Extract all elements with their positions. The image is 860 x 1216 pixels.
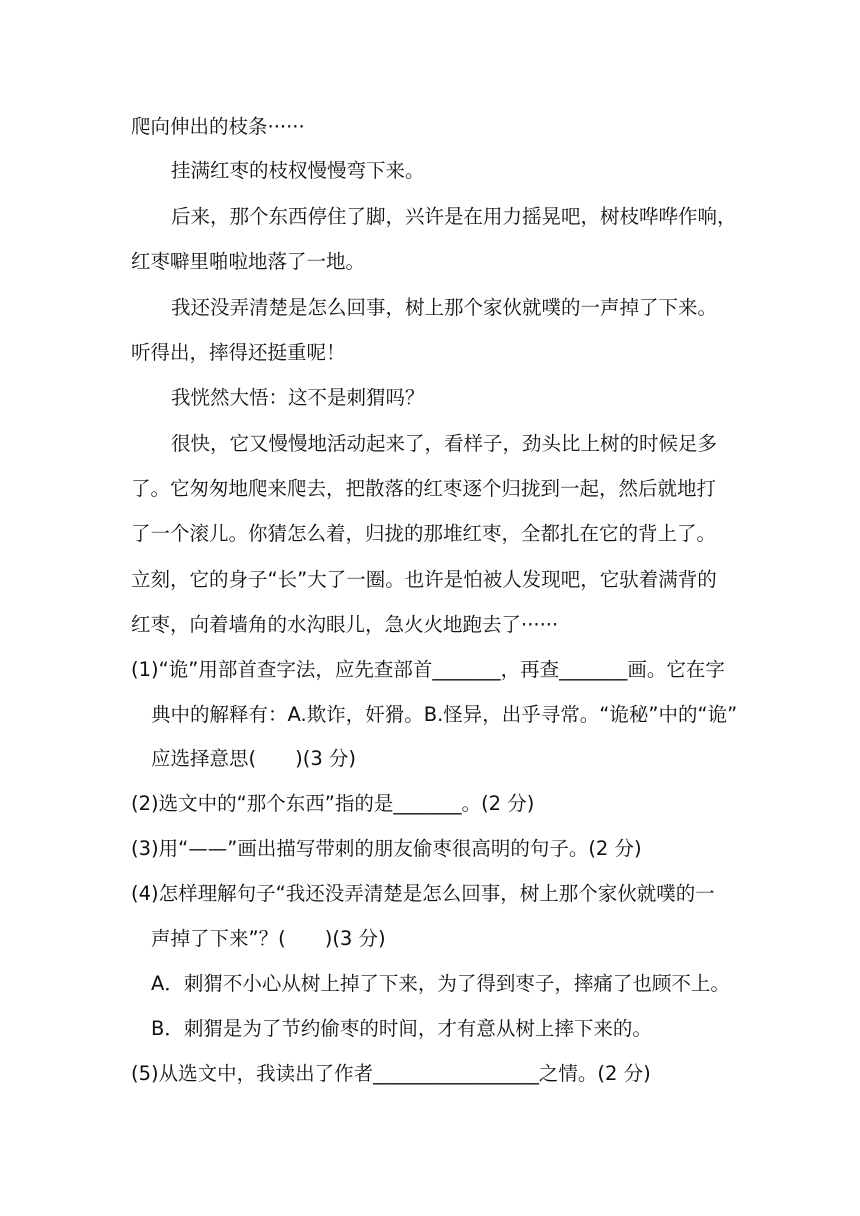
passage-paragraph: 我恍然大悟：这不是刺猬吗？ [171, 386, 425, 409]
passage-line: 听得出，摔得还挺重呢！ [131, 341, 346, 364]
passage-paragraph: 很快，它又慢慢地活动起来了，看样子，劲头比上树的时候足多 [171, 432, 718, 455]
passage-paragraph: 后来，那个东西停住了脚，兴许是在用力摇晃吧，树枝哗哗作响， [171, 205, 737, 228]
question-2: (2)选文中的“那个东西”指的是_______。(2 分) [131, 792, 535, 815]
passage-line: 红枣噼里啪啦地落了一地。 [131, 250, 366, 273]
passage-line: 红枣，向着墙角的水沟眼儿，急火火地跑去了······ [131, 613, 559, 636]
passage-line: 爬向伸出的枝条······ [131, 115, 305, 138]
passage-paragraph: 我还没弄清楚是怎么回事，树上那个家伙就噗的一声掉了下来。 [171, 296, 718, 319]
question-3: (3)用“——”画出描写带刺的朋友偷枣很高明的句子。(2 分) [131, 837, 642, 860]
passage-line: 了。它匆匆地爬来爬去，把散落的红枣逐个归拢到一起，然后就地打 [131, 477, 717, 500]
passage-line: 立刻，它的身子“长”大了一圈。也许是怕被人发现吧，它驮着满背的 [131, 568, 717, 591]
passage-line: 了一个滚儿。你猜怎么着，归拢的那堆红枣，全都扎在它的背上了。 [131, 522, 717, 545]
question-4: (4)怎样理解句子“我还没弄清楚是怎么回事，树上那个家伙就噗的一 [131, 882, 715, 905]
option-b: B．刺猬是为了节约偷枣的时间，才有意从树上摔下来的。 [151, 1017, 652, 1040]
question-5: (5)从选文中，我读出了作者_________________之情。(2 分) [131, 1062, 651, 1085]
passage-paragraph: 挂满红枣的枝杈慢慢弯下来。 [171, 159, 425, 182]
question-1-continued: 典中的解释有：A.欺诈，奸猾。B.怪异，出乎寻常。“诡秘”中的“诡” [151, 703, 738, 726]
question-1-continued: 应选择意思( )(3 分) [151, 747, 357, 770]
question-4-continued: 声掉了下来”？( )(3 分) [151, 927, 386, 950]
option-a: A．刺猬不小心从树上掉了下来，为了得到枣子，摔痛了也顾不上。 [151, 972, 730, 995]
question-1: (1)“诡”用部首查字法，应先查部首_______，再查_______画。它在字 [131, 658, 725, 681]
